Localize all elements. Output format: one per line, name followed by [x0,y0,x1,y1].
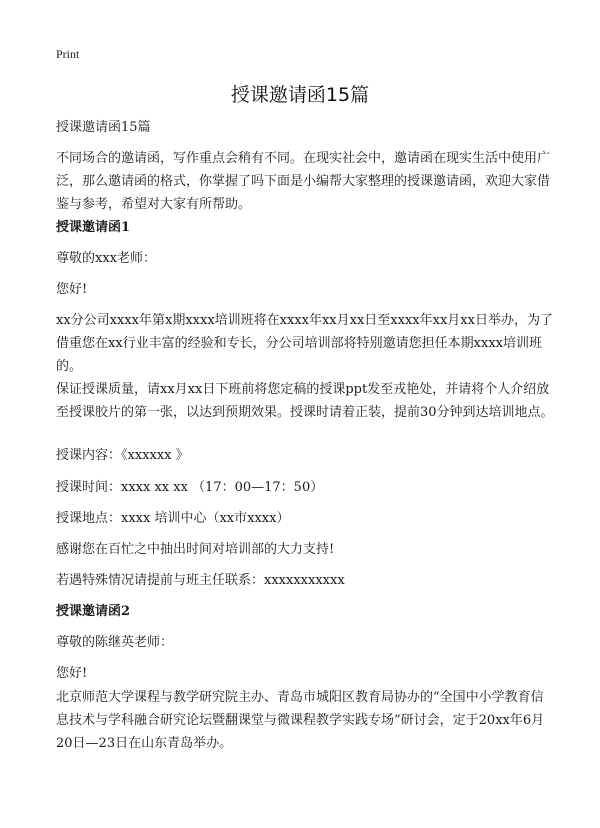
section-1-content: 授课内容：《xxxxxx 》 [56,448,189,463]
section-1-contact: 若遇特殊情况请提前与班主任联系：xxxxxxxxxxx [56,573,345,588]
intro-paragraph: 不同场合的邀请函，写作重点会稍有不同。在现实社会中，邀请函在现实生活中使用广泛，那么邀请函的格式，你掌握了吗下面是小编帮大家整理的授课邀请函，欢迎大家借鉴与参考，希望对大家有所帮助。 [56,151,551,212]
section-1-paragraph-2: 保证授课质量，请xx月xx日下班前将您定稿的授课ppt发至戎艳处，并请将个人介绍放至授课胶片的第一张，以达到预期效果。授课时请着正装，提前30分钟到达培训地点。 [56,382,554,420]
section-1-heading: 授课邀请函1 [56,220,131,235]
section-2-paragraph-1: 北京师范大学课程与教学研究院主办、青岛市城阳区教育局协办的“全国中小学教育信息技术与学科融合研究论坛暨翻课堂与微课程教学实践专场”研讨会，定于20xx年6月20日—23日在山东青岛举办。 [56,690,545,751]
section-1-salutation: 尊敬的xxx老师： [56,251,156,266]
page-title: 授课邀请函15篇 [230,84,370,106]
section-1-paragraph-1: xx分公司xxxx年第x期xxxx培训班将在xxxx年xx月xx日至xxxx年xx月xx日举办，为了借重您在xx行业丰富的经验和专长，分公司培训部将特别邀请您担任本期xxxx培训班的。 [56,313,553,374]
section-2-heading: 授课邀请函2 [56,604,131,619]
section-1-thanks: 感谢您在百忙之中抽出时间对培训部的大力支持! [56,542,335,557]
print-link[interactable]: Print [56,47,80,61]
section-1-greeting: 您好! [56,282,88,297]
document-subtitle: 授课邀请函15篇 [56,120,151,135]
section-2-salutation: 尊敬的陈继英老师： [56,635,174,650]
section-1-place: 授课地点：xxxx 培训中心（xx市xxxx） [56,511,290,526]
section-2-greeting: 您好! [56,666,88,681]
section-1-time: 授课时间：xxxx xx xx （17：00—17：50） [56,480,324,495]
